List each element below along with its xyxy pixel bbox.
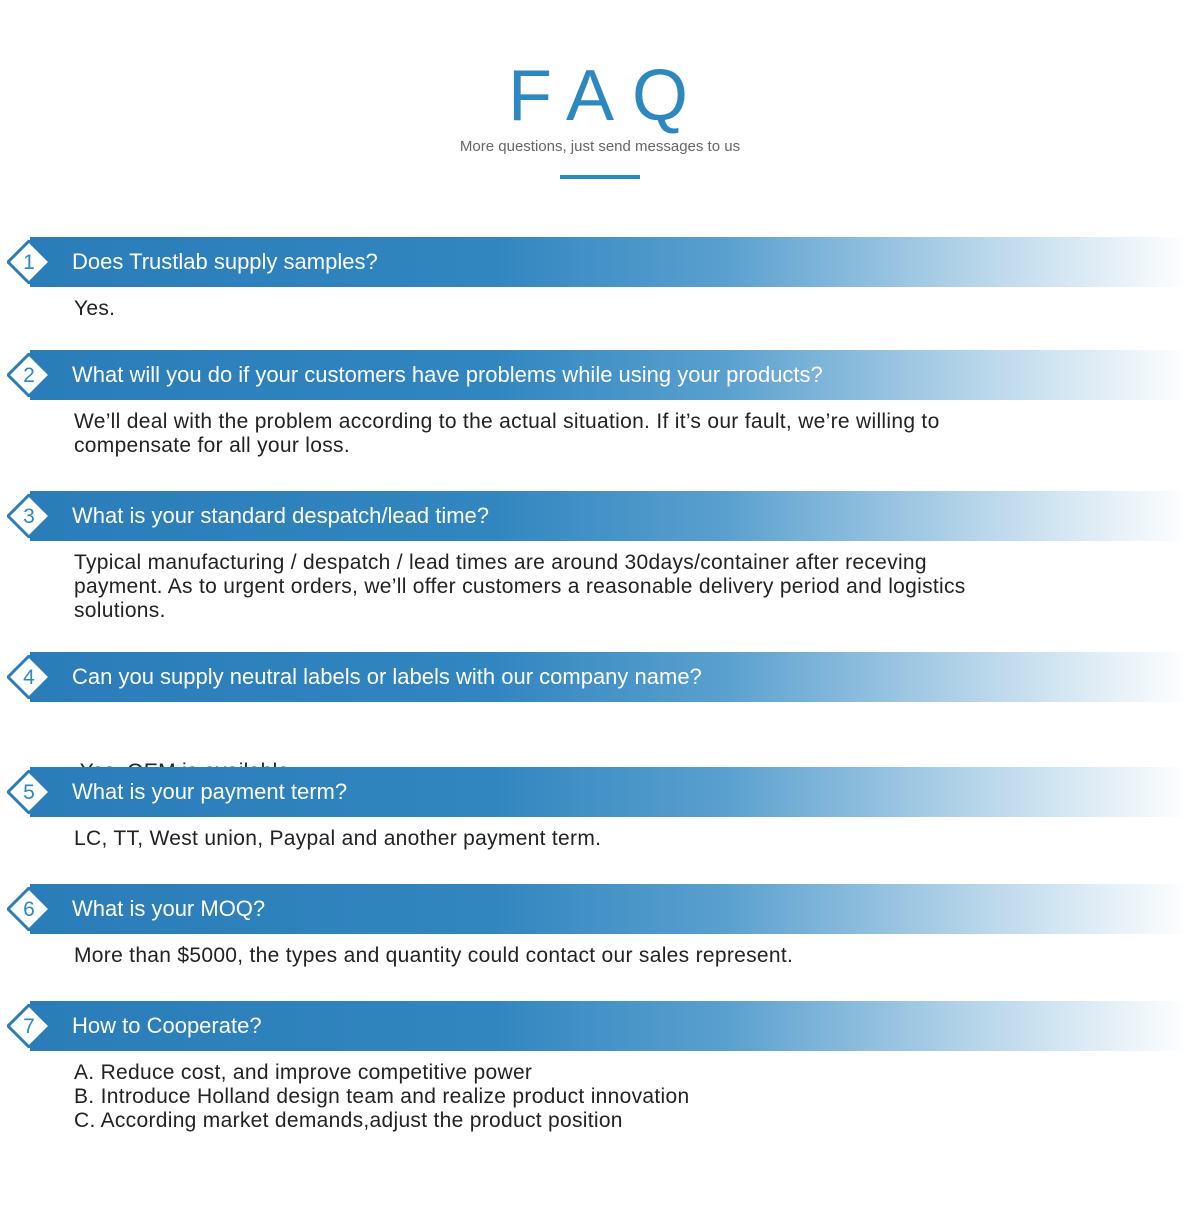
question-number: 7 [23,1015,35,1038]
question-number: 1 [23,251,35,274]
answer-line: Typical manufacturing / despatch / lead times are around 30days/container after receving [74,551,927,574]
question-number: 5 [23,781,35,804]
question-number: 2 [23,364,35,387]
number-badge-icon [7,494,51,538]
number-badge-icon [7,655,51,699]
number-badge-icon [7,770,51,814]
faq-header [0,0,1200,200]
number-badge-icon [7,1004,51,1048]
number-badge-icon [7,240,51,284]
answer-text [74,1061,1114,1133]
question-text: What is your standard despatch/lead time? [72,503,490,528]
answer-line: We’ll deal with the problem according to the actual situation. If it’s our fault, we’re willing to [74,410,940,433]
question-text: How to Cooperate? [72,1013,262,1038]
number-badge-icon [7,353,51,397]
answer-text [74,410,1114,458]
answer-line: C. According market demands,adjust the product position [74,1109,623,1132]
answer-text [74,551,1114,623]
answer-line: Yes. [74,297,116,320]
answer-text [74,827,1114,851]
question-number: 3 [23,505,35,528]
answer-line: B. Introduce Holland design team and realize product innovation [74,1085,690,1108]
question-number: 6 [23,898,35,921]
answer-line: More than $5000, the types and quantity could contact our sales represent. [74,944,794,967]
question-number: 4 [23,666,35,689]
question-text: What is your MOQ? [72,896,266,921]
answer-line: compensate for all your loss. [74,434,350,457]
answer-text [74,297,1114,321]
number-badge-icon [7,887,51,931]
answer-line: A. Reduce cost, and improve competitive power [74,1061,533,1084]
question-text: Can you supply neutral labels or labels with our company name? [72,664,702,689]
question-text: Does Trustlab supply samples? [72,249,378,274]
answer-text [74,944,1114,968]
question-text: What will you do if your customers have problems while using your products? [72,362,823,387]
question-text: What is your payment term? [72,779,348,804]
title-underline [560,175,640,179]
answer-line: payment. As to urgent orders, we’ll offer customers a reasonable delivery period and logistics [74,575,966,598]
page-title: FAQ [507,56,707,136]
answer-line: LC, TT, West union, Paypal and another payment term. [74,827,602,850]
page-subtitle: More questions, just send messages to us [459,138,741,155]
answer-line: solutions. [74,599,166,622]
